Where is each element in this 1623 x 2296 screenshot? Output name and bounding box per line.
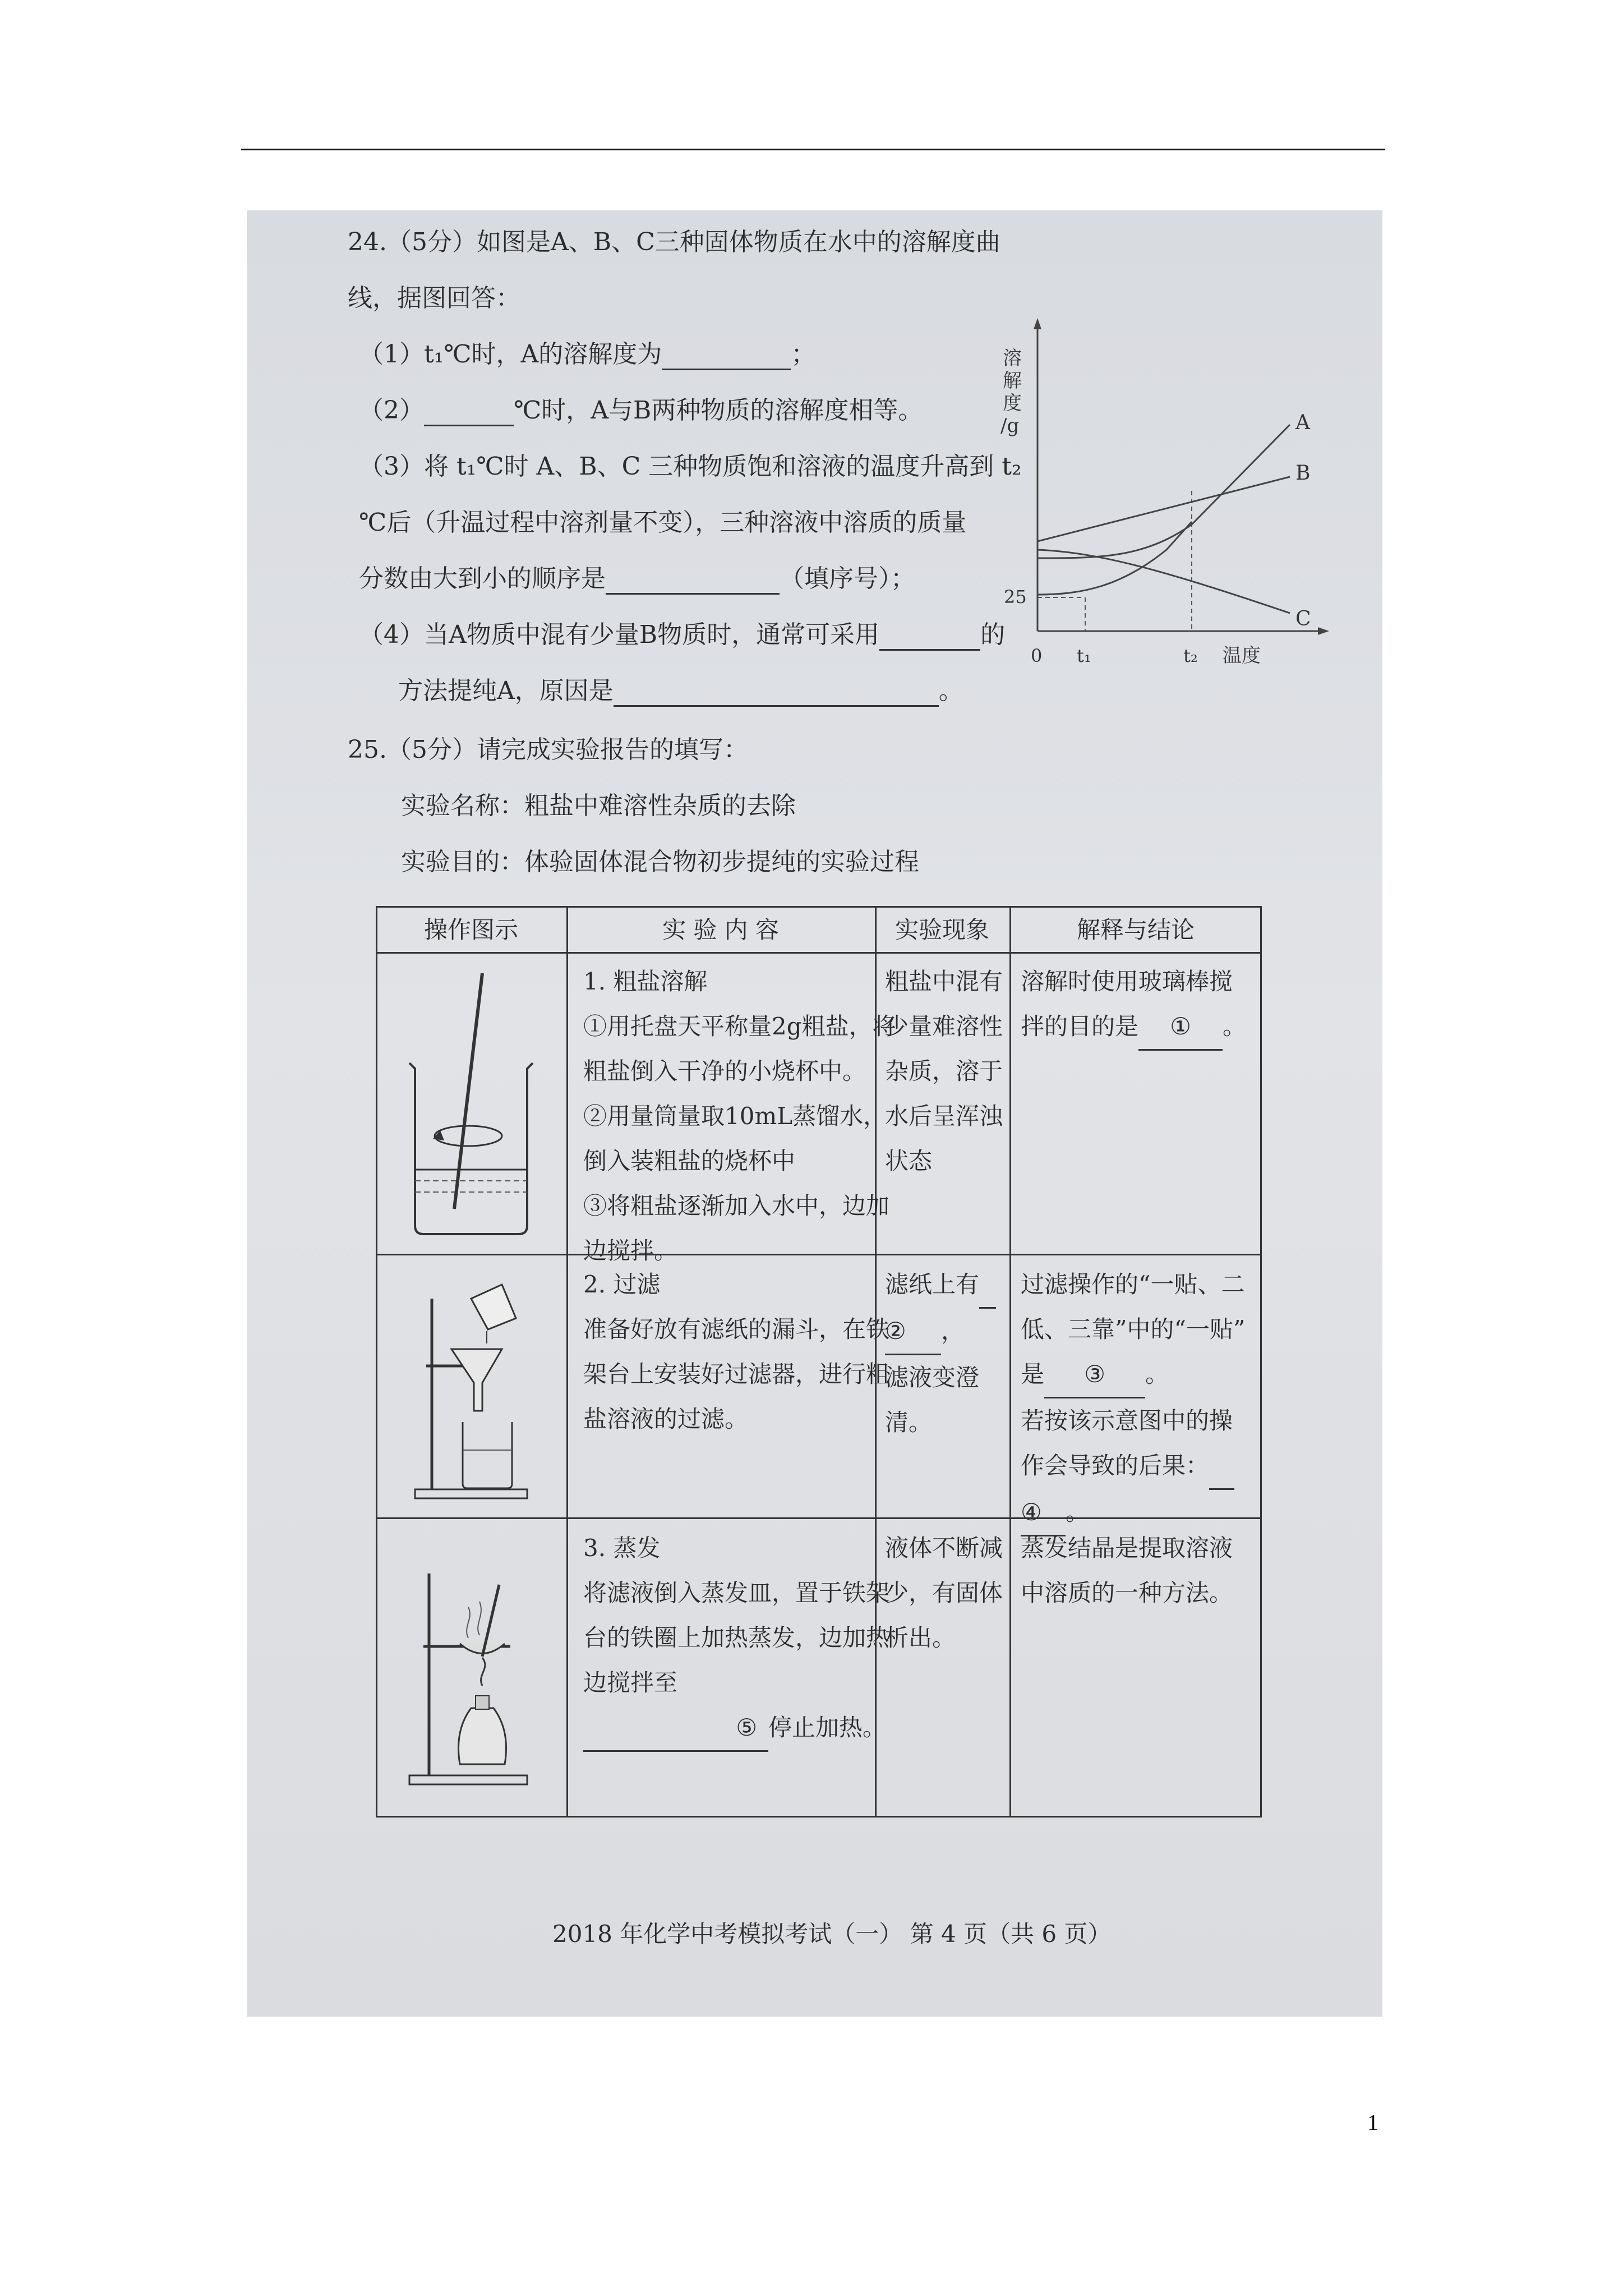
curve-b xyxy=(1038,477,1290,541)
table-header: 实 验 内 容 xyxy=(662,916,780,944)
x-origin-label: 0 xyxy=(1031,645,1043,666)
q24-header-line2: 线，据图回答： xyxy=(348,284,520,312)
q24-s4-text2: 方法提纯A，原因是 xyxy=(398,677,614,705)
q24-s1-text: （1）t₁℃时，A的溶解度为 xyxy=(359,340,662,369)
r1-content-line: 1. 粗盐溶解 xyxy=(583,968,708,995)
q24-subquestion-1 xyxy=(359,334,815,370)
r3-phenomenon-line: 液体不断减 xyxy=(885,1534,1003,1562)
answer-blank-3: ③ xyxy=(1044,1352,1145,1398)
r2-content-line: 准备好放有滤纸的漏斗，在铁 xyxy=(583,1315,890,1343)
r1-conclusion-line: 溶解时使用玻璃棒搅 xyxy=(1021,968,1233,995)
r2-phenomenon-punct: ， xyxy=(941,1317,965,1345)
r2-conclusion-punct: 。 xyxy=(1145,1360,1169,1388)
r2-conclusion-line xyxy=(1021,1352,1245,1398)
q24-s4-tail: 的 xyxy=(980,620,1006,649)
r1-phenomenon-line: 杂质，溶于 xyxy=(885,1057,1003,1085)
answer-blank xyxy=(606,564,780,595)
r3-conclusion xyxy=(1021,1526,1233,1616)
r2-conclusion-punct: 。 xyxy=(1066,1498,1090,1526)
r1-conclusion xyxy=(1021,959,1246,1051)
x-axis-label: 温度 xyxy=(1223,645,1261,667)
curve-c xyxy=(1038,550,1290,613)
q24-s4-line2 xyxy=(398,670,963,707)
r3-phenomenon-line: 析出。 xyxy=(885,1624,956,1651)
q24-subquestion-2 xyxy=(359,390,923,426)
r2-conclusion-line xyxy=(1021,1443,1245,1490)
table-header: 操作图示 xyxy=(423,916,518,944)
r2-content-line: 架台上安装好过滤器，进行粗 xyxy=(583,1360,890,1388)
dissolving-beaker-illustration xyxy=(398,968,544,1243)
y-label-char: /g xyxy=(1000,415,1020,437)
r2-content-line: 2. 过滤 xyxy=(583,1271,661,1298)
r3-content-text: 停止加热。 xyxy=(768,1714,887,1741)
q24-s1-punct: ； xyxy=(791,340,816,369)
r1-phenomenon-line: 少量难溶性 xyxy=(885,1013,1003,1040)
q25-header: 25.（5分）请完成实验报告的填写： xyxy=(348,735,748,764)
r1-conclusion-punct: 。 xyxy=(1223,1013,1247,1040)
r3-conclusion-line: 蒸发结晶是提取溶液 xyxy=(1021,1534,1233,1562)
y-label-char: 溶 xyxy=(1003,347,1022,370)
table-col-divider xyxy=(566,906,568,1818)
curve-a-label: A xyxy=(1295,411,1310,434)
answer-blank-4: ④ xyxy=(1021,1490,1066,1536)
r1-content-line: 粗盐倒入干净的小烧杯中。 xyxy=(583,1057,866,1085)
r2-content xyxy=(583,1262,889,1442)
q24-s3-line1: （3）将 t₁℃时 A、B、C 三种物质饱和溶液的温度升高到 t₂ xyxy=(359,452,1022,481)
r3-content-line: 3. 蒸发 xyxy=(583,1534,661,1562)
r3-phenomenon-line: 少，有固体 xyxy=(885,1579,1003,1607)
table-row-divider xyxy=(376,952,1262,954)
y-tick-25: 25 xyxy=(1004,586,1027,608)
y-label-char: 解 xyxy=(1003,370,1022,392)
r3-content-line: 将滤液倒入蒸发皿，置于铁架 xyxy=(583,1579,890,1607)
r1-content-line: ①用托盘天平称量2g粗盐，将 xyxy=(583,1013,896,1040)
q24-header-line1: 24.（5分）如图是A、B、C三种固体物质在水中的溶解度曲 xyxy=(348,228,1000,256)
answer-blank xyxy=(424,396,514,426)
q24-s2-label: （2） xyxy=(359,396,424,425)
r2-content-line: 盐溶液的过滤。 xyxy=(583,1405,749,1433)
q25-experiment-name: 实验名称：粗盐中难溶性杂质的去除 xyxy=(401,792,796,820)
curve-c-label: C xyxy=(1295,608,1311,631)
r1-conclusion-line xyxy=(1021,1004,1246,1051)
r2-conclusion-line: 过滤操作的“一贴、二 xyxy=(1021,1271,1245,1298)
q24-s3-line3 xyxy=(359,558,915,595)
answer-blank xyxy=(879,620,980,651)
x-axis-arrow-icon xyxy=(1318,627,1329,635)
r2-conclusion-text: 作会导致的后果： xyxy=(1021,1452,1210,1479)
answer-blank xyxy=(662,340,791,370)
answer-blank xyxy=(979,1262,996,1309)
q24-s4-period: 。 xyxy=(938,677,963,705)
r2-conclusion-text: 是 xyxy=(1021,1360,1045,1388)
header-rule xyxy=(241,149,1385,150)
q24-s3-text: 分数由大到小的顺序是 xyxy=(359,564,606,593)
r2-phenomenon-line xyxy=(885,1309,996,1355)
r2-phenomenon-line: 滤液变澄 xyxy=(885,1364,980,1391)
y-label-char: 度 xyxy=(1003,392,1022,415)
answer-blank-2: ② xyxy=(885,1309,941,1355)
answer-blank-1: ① xyxy=(1138,1004,1223,1051)
evaporation-illustration xyxy=(398,1529,550,1792)
table-header: 解释与结论 xyxy=(1076,916,1195,944)
r1-content-line: ③将粗盐逐渐加入水中，边加 xyxy=(583,1192,890,1220)
r1-content xyxy=(583,959,896,1273)
r3-content-line xyxy=(583,1705,889,1752)
r2-conclusion-line: 低、三靠”中的“一贴” xyxy=(1021,1315,1246,1343)
x-t2-label: t₂ xyxy=(1183,645,1198,666)
r1-phenomenon xyxy=(885,959,1003,1184)
curve-a xyxy=(1038,425,1290,558)
r1-phenomenon-line: 状态 xyxy=(885,1147,933,1175)
q24-s3-line2: ℃后（升温过程中溶剂量不变），三种溶液中溶质的质量 xyxy=(359,508,967,537)
r3-content-line: 边搅拌至 xyxy=(583,1669,678,1696)
r1-content-line: 倒入装粗盐的烧杯中 xyxy=(583,1147,796,1175)
r1-phenomenon-line: 粗盐中混有 xyxy=(885,968,1003,995)
table-header: 实验现象 xyxy=(895,916,989,944)
r3-content-line: 台的铁圈上加热蒸发，边加热 xyxy=(583,1624,890,1651)
r2-phenomenon-line xyxy=(885,1262,996,1309)
page-footer: 2018 年化学中考模拟考试（一） 第 4 页（共 6 页） xyxy=(552,1920,1112,1948)
r2-phenomenon-text: 滤纸上有 xyxy=(885,1271,980,1298)
r1-content-line: ②用量筒量取10mL蒸馏水， xyxy=(583,1102,887,1130)
q24-s4-line1 xyxy=(359,614,1005,651)
r2-phenomenon xyxy=(885,1262,996,1445)
q25-experiment-goal: 实验目的：体验固体混合物初步提纯的实验过程 xyxy=(401,848,919,876)
exam-page-photo xyxy=(247,210,1382,2017)
r1-content-line: 边搅拌。 xyxy=(583,1237,678,1264)
r3-content xyxy=(583,1526,889,1752)
q24-s3-hint: （填序号）； xyxy=(780,564,915,593)
y-axis-arrow-icon xyxy=(1034,318,1041,329)
page-number: 1 xyxy=(1367,2110,1378,2135)
r1-phenomenon-line: 水后呈浑浊 xyxy=(885,1102,1003,1130)
r2-conclusion-line: 若按该示意图中的操 xyxy=(1021,1407,1233,1434)
curve-b-label: B xyxy=(1295,462,1311,485)
q24-s2-text: ℃时，A与B两种物质的溶解度相等。 xyxy=(514,396,923,425)
solubility-graph xyxy=(993,266,1329,693)
answer-blank-5: ⑤ xyxy=(583,1705,768,1752)
r1-conclusion-text: 拌的目的是 xyxy=(1021,1013,1139,1040)
r2-phenomenon-line: 清。 xyxy=(885,1409,933,1436)
r2-conclusion xyxy=(1021,1262,1245,1536)
x-t1-label: t₁ xyxy=(1077,645,1091,666)
answer-blank xyxy=(614,677,939,707)
r3-phenomenon xyxy=(885,1526,1003,1660)
experiment-table xyxy=(376,906,1262,1818)
answer-blank xyxy=(1209,1443,1234,1490)
q24-s4-text: （4）当A物质中混有少量B物质时，通常可采用 xyxy=(359,620,880,649)
r3-conclusion-line: 中溶质的一种方法。 xyxy=(1021,1579,1233,1607)
filtration-illustration xyxy=(404,1265,550,1506)
table-col-divider xyxy=(1009,906,1011,1818)
